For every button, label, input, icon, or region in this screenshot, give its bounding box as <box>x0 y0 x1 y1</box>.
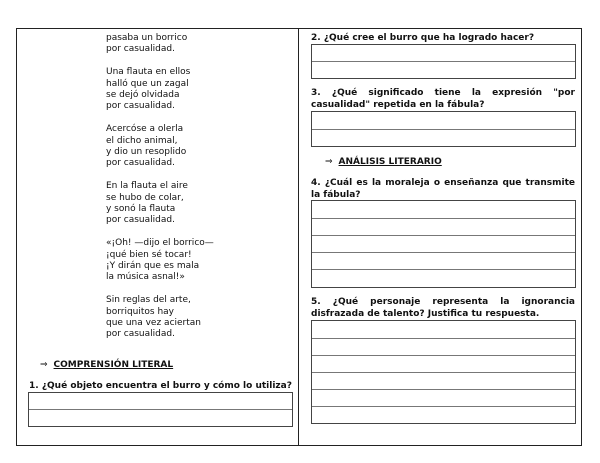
answer-line <box>312 338 575 339</box>
poem-line: se hubo de colar, <box>106 192 184 203</box>
poem-line: halló que un zagal <box>106 78 189 89</box>
poem-line: por casualidad. <box>106 101 175 112</box>
stanza <box>106 124 286 170</box>
poem-line: Una flauta en ellos <box>106 67 191 78</box>
stanza <box>106 181 286 227</box>
answer-line <box>312 355 575 356</box>
poem-line: y sonó la flauta <box>106 204 176 215</box>
stanza <box>106 67 286 113</box>
poem-line: «¡Oh! —dijo el borrico— <box>106 238 214 249</box>
poem-line: por casualidad. <box>106 215 175 226</box>
poem-line: que una vez aciertan <box>106 318 201 329</box>
section-title: COMPRENSIÓN LITERAL <box>53 360 174 370</box>
poem <box>106 33 286 352</box>
stanza <box>106 33 286 56</box>
section-heading-analysis <box>325 157 442 167</box>
answer-line <box>312 389 575 390</box>
section-heading-literal <box>40 360 173 370</box>
poem-line: En la flauta el aire <box>106 181 188 192</box>
answer-line <box>312 129 575 130</box>
poem-line: por casualidad. <box>106 158 175 169</box>
question-1: 1. ¿Qué objeto encuentra el burro y cómo lo utiliza? <box>29 381 292 391</box>
question-4: 4. ¿Cuál es la moraleja o enseñanza que transmite la fábula? <box>311 178 575 200</box>
poem-line: por casualidad. <box>106 329 175 340</box>
answer-line <box>312 235 575 236</box>
answer-box-2[interactable] <box>311 44 576 79</box>
answer-line <box>312 218 575 219</box>
question-3: 3. ¿Qué significado tiene la expresión "por casualidad" repetida en la fábula? <box>311 88 575 110</box>
column-divider <box>298 28 299 446</box>
answer-box-1[interactable] <box>28 392 293 427</box>
poem-line: se dejó olvidada <box>106 90 180 101</box>
answer-line <box>312 269 575 270</box>
poem-line: Acercóse a olerla <box>106 124 184 135</box>
poem-line: Sin reglas del arte, <box>106 295 191 306</box>
question-5: 5. ¿Qué personaje representa la ignorancia disfrazada de talento? Justifica tu respuesta. <box>311 297 575 319</box>
stanza <box>106 295 286 341</box>
answer-line <box>312 61 575 62</box>
poem-line: pasaba un borrico <box>106 33 188 43</box>
section-title: ANÁLISIS LITERARIO <box>338 157 442 167</box>
poem-line: por casualidad. <box>106 44 175 55</box>
answer-box-4[interactable] <box>311 200 576 288</box>
answer-box-3[interactable] <box>311 111 576 147</box>
poem-line: borriquitos hay <box>106 306 175 317</box>
stanza <box>106 238 286 284</box>
answer-line <box>312 406 575 407</box>
poem-line: y dio un resoplido <box>106 147 187 158</box>
arrow-right-icon: ⇒ <box>325 157 333 167</box>
answer-box-5[interactable] <box>311 320 576 424</box>
poem-line: el dicho animal, <box>106 135 178 146</box>
poem-line: ¡qué bien sé tocar! <box>106 249 192 260</box>
arrow-right-icon: ⇒ <box>40 360 48 370</box>
answer-line <box>312 372 575 373</box>
poem-line: la música asnal!» <box>106 272 185 283</box>
poem-line: ¡Y dirán que es mala <box>106 261 200 272</box>
answer-line <box>312 252 575 253</box>
answer-line <box>29 409 292 410</box>
question-2: 2. ¿Qué cree el burro que ha logrado hacer? <box>311 33 535 43</box>
